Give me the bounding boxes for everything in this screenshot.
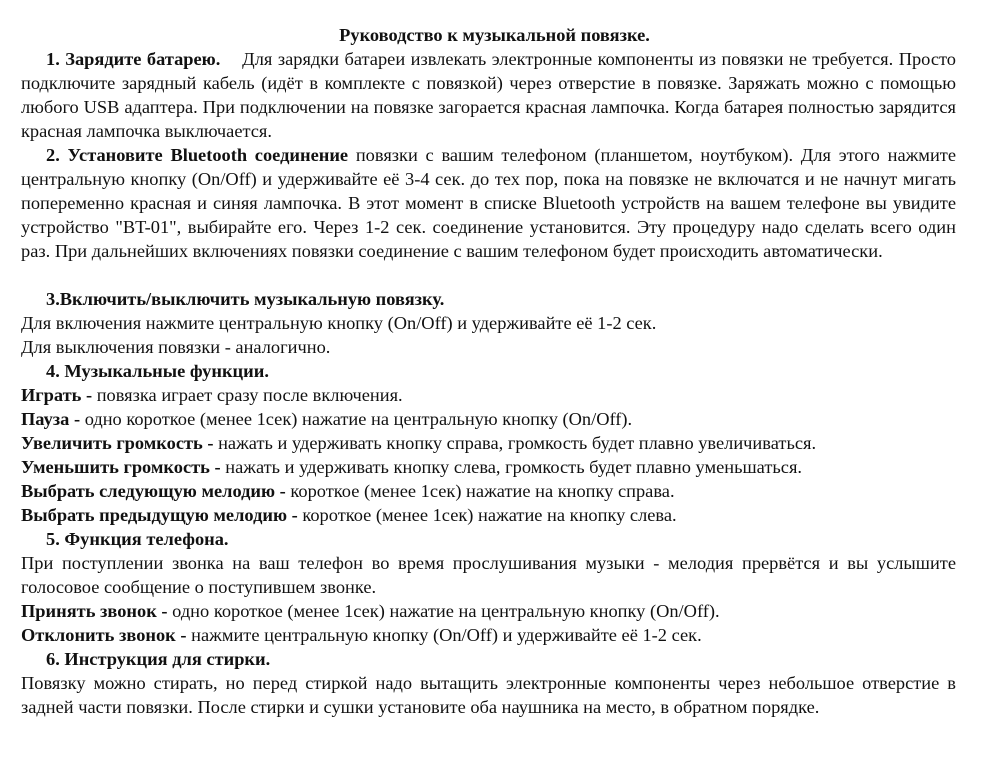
function-term: Выбрать предыдущую мелодию - — [21, 505, 298, 525]
section-6-heading: 6. Инструкция для стирки. — [46, 649, 271, 669]
section-5-text: При поступлении звонка на ваш телефон во время прослушивания музыки - мелодия прервётся и вы услышите голосовое сообщение о поступившем звонке. — [21, 553, 956, 597]
function-item — [21, 431, 956, 455]
function-item — [21, 503, 956, 527]
function-term: Уменьшить громкость - — [21, 457, 221, 477]
section-1-text: Для зарядки батареи извлекать электронные компоненты из повязки не требуется. Просто подключите зарядный кабель (идёт в комплекте с повязкой) через отверстие в повязке. Заряжать можно с помощью любого USB адаптера. При подключении на повязке загорается красная лампочка. Когда батарея полностью зарядится красная лампочка выключается. — [21, 49, 956, 141]
function-desc: одно короткое (менее 1сек) нажатие на центральную кнопку (On/Off). — [84, 409, 633, 429]
function-item — [21, 479, 956, 503]
function-desc: короткое (менее 1сек) нажатие на кнопку справа. — [290, 481, 675, 501]
phone-term: Принять звонок - — [21, 601, 168, 621]
section-3-line-off: Для выключения повязки - аналогично. — [21, 337, 331, 357]
section-2-heading: 2. Установите Bluetooth соединение — [46, 145, 349, 165]
function-desc: короткое (менее 1сек) нажатие на кнопку слева. — [302, 505, 677, 525]
section-washing — [21, 647, 956, 719]
section-3-line-on: Для включения нажмите центральную кнопку (On/Off) и удерживайте её 1-2 сек. — [21, 313, 657, 333]
phone-term: Отклонить звонок - — [21, 625, 187, 645]
section-4-heading: 4. Музыкальные функции. — [46, 361, 269, 381]
function-item — [21, 407, 956, 431]
document-title: Руководство к музыкальной повязке. — [339, 25, 650, 45]
function-desc: повязка играет сразу после включения. — [96, 385, 403, 405]
section-6-text: Повязку можно стирать, но перед стиркой надо вытащить электронные компоненты через небольшое отверстие в задней части повязки. После стирки и сушки установите оба наушника на место, в обратном порядке. — [21, 673, 956, 717]
phone-desc: одно короткое (менее 1сек) нажатие на центральную кнопку (On/Off). — [172, 601, 720, 621]
section-charge-battery — [21, 47, 956, 143]
section-power — [21, 287, 956, 359]
section-phone-function — [21, 527, 956, 647]
phone-item — [21, 623, 956, 647]
function-term: Играть - — [21, 385, 93, 405]
section-3-heading: 3.Включить/выключить музыкальную повязку. — [46, 289, 445, 309]
function-item — [21, 383, 956, 407]
function-item — [21, 455, 956, 479]
function-term: Выбрать следующую мелодию - — [21, 481, 286, 501]
function-desc: нажать и удерживать кнопку слева, громкость будет плавно уменьшаться. — [225, 457, 803, 477]
phone-desc: нажмите центральную кнопку (On/Off) и удерживайте её 1-2 сек. — [191, 625, 702, 645]
section-5-heading: 5. Функция телефона. — [46, 529, 229, 549]
section-bluetooth — [21, 143, 956, 263]
section-1-heading: 1. Зарядите батарею. — [46, 49, 221, 69]
function-term: Увеличить громкость - — [21, 433, 214, 453]
section-music-functions — [21, 359, 956, 527]
function-desc: нажать и удерживать кнопку справа, громкость будет плавно увеличиваться. — [218, 433, 817, 453]
section-2-text: повязки с вашим телефоном (планшетом, ноутбуком). Для этого нажмите центральную кнопку (On/Off) и удерживайте её 3-4 сек. до тех пор, пока на повязке не включатся и не начнут мигать попеременно красная и синяя лампочка. В этот момент в списке Bluetooth устройств на вашем телефоне вы увидите устройство "BT-01", выбирайте его. Через 1-2 сек. соединение установится. Эту процедуру надо сделать всего один раз. При дальнейших включениях повязки соединение с вашим телефоном будет происходить автоматически. — [21, 145, 956, 261]
function-term: Пауза - — [21, 409, 81, 429]
phone-item — [21, 599, 956, 623]
